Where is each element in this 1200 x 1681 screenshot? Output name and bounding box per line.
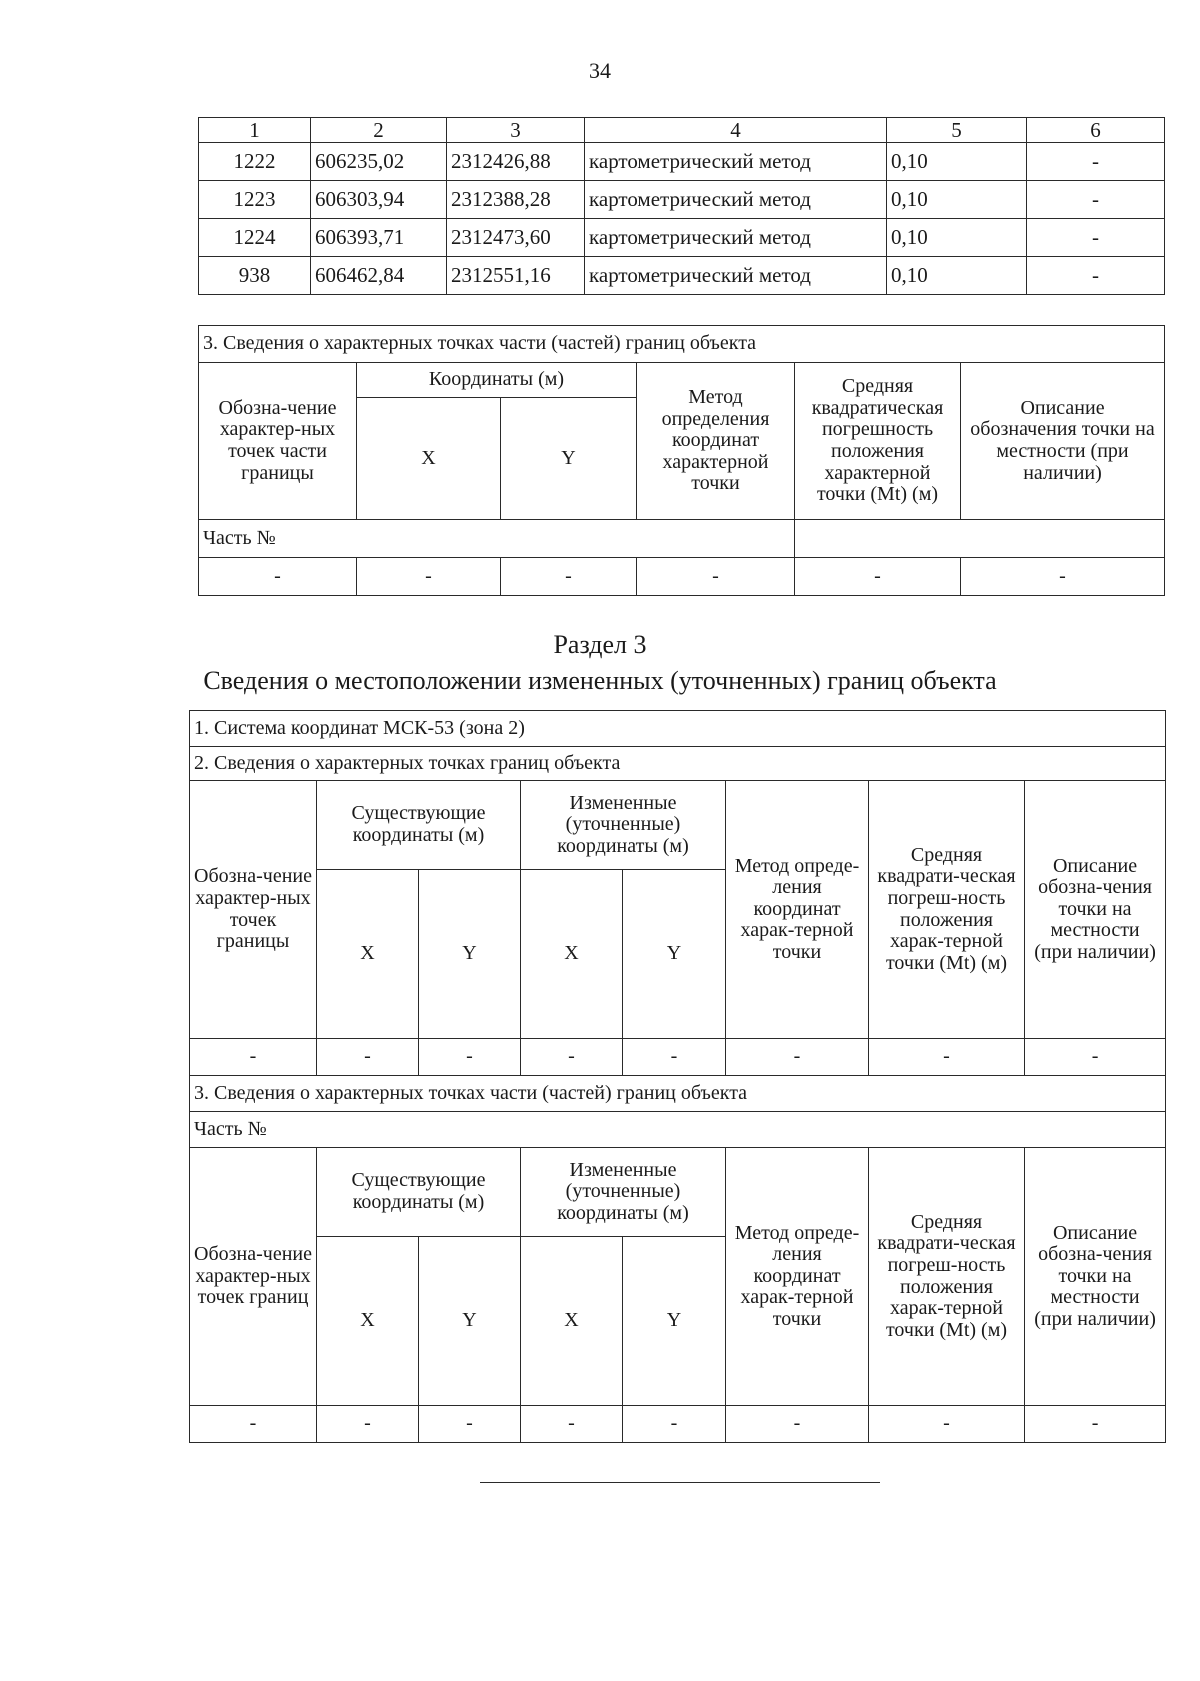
error: 0,10 [887,219,1027,257]
col-designation: Обозна-чение характер-ных точек части границы [199,363,357,520]
cell: - [317,1406,419,1443]
part-label-empty [795,520,1165,558]
part-points-table [198,325,1165,596]
method: картометрический метод [585,219,887,257]
point-id: 1223 [199,181,311,219]
cell: - [961,558,1165,596]
cell: - [190,1039,317,1076]
footer-divider [480,1482,880,1483]
cell: - [726,1406,869,1443]
description: - [1027,257,1165,295]
table-row [199,143,1165,181]
header-cell: 2 [311,118,447,143]
changed-boundaries-table [189,710,1166,1443]
cell: - [317,1039,419,1076]
cell: - [869,1406,1025,1443]
section-title: Раздел 3 [553,630,647,659]
coord-y: 2312388,28 [447,181,585,219]
table-row [190,1406,1166,1443]
table-header-row [199,118,1165,143]
cell: - [869,1039,1025,1076]
cell: - [501,558,637,596]
section-subtitle: Сведения о местоположении измененных (уточненных) границ объекта [203,666,997,695]
col-coords: Координаты (м) [357,363,637,398]
col-x2: X [521,1237,623,1406]
description: - [1027,219,1165,257]
table-row [199,257,1165,295]
part-points-title-row: 3. Сведения о характерных точках части (частей) границ объекта [190,1076,1166,1112]
method: картометрический метод [585,143,887,181]
col-y: Y [501,398,637,520]
coord-x: 606462,84 [311,257,447,295]
col-changed: Измененные (уточненные) координаты (м) [521,781,726,870]
error: 0,10 [887,143,1027,181]
coord-y: 2312551,16 [447,257,585,295]
col-x2: X [521,870,623,1039]
col-y: Y [419,1237,521,1406]
page-number: 34 [589,58,611,83]
col-description: Описание обозначения точки на местности (при наличии) [961,363,1165,520]
col-y2: Y [623,1237,726,1406]
col-error: Средняя квадрати-ческая погреш-ность положения харак-терной точки (Mt) (м) [869,781,1025,1039]
cell: - [521,1039,623,1076]
table-row [199,181,1165,219]
col-description: Описание обозна-чения точки на местности (при наличии) [1025,1148,1166,1406]
cell: - [419,1039,521,1076]
header-cell: 1 [199,118,311,143]
col-x: X [317,870,419,1039]
col-x: X [317,1237,419,1406]
part-label: Часть № [190,1112,1166,1148]
coord-x: 606235,02 [311,143,447,181]
cell: - [190,1406,317,1443]
col-x: X [357,398,501,520]
error: 0,10 [887,257,1027,295]
description: - [1027,181,1165,219]
col-changed: Измененные (уточненные) координаты (м) [521,1148,726,1237]
col-method: Метод определения координат характерной точки [637,363,795,520]
point-id: 938 [199,257,311,295]
cell: - [521,1406,623,1443]
cell: - [637,558,795,596]
method: картометрический метод [585,257,887,295]
table-title: 3. Сведения о характерных точках части (частей) границ объекта [199,326,1165,363]
cell: - [623,1406,726,1443]
cell: - [726,1039,869,1076]
cell: - [1025,1039,1166,1076]
col-y2: Y [623,870,726,1039]
col-method: Метод опреде-ления координат харак-терной точки [726,781,869,1039]
table-row [199,219,1165,257]
coord-y: 2312473,60 [447,219,585,257]
col-error: Средняя квадрати-ческая погреш-ность положения харак-терной точки (Mt) (м) [869,1148,1025,1406]
header-cell: 4 [585,118,887,143]
point-id: 1224 [199,219,311,257]
cell: - [419,1406,521,1443]
col-y: Y [419,870,521,1039]
coordinates-table [198,117,1165,295]
description: - [1027,143,1165,181]
col-existing: Существующие координаты (м) [317,781,521,870]
cell: - [623,1039,726,1076]
col-existing: Существующие координаты (м) [317,1148,521,1237]
header-cell: 5 [887,118,1027,143]
col-designation: Обозна-чение характер-ных точек границ [190,1148,317,1406]
col-error: Средняя квадратическая погрешность положения характерной точки (Mt) (м) [795,363,961,520]
point-id: 1222 [199,143,311,181]
coord-y: 2312426,88 [447,143,585,181]
coord-x: 606303,94 [311,181,447,219]
method: картометрический метод [585,181,887,219]
cell: - [795,558,961,596]
points-title-row: 2. Сведения о характерных точках границ объекта [190,747,1166,781]
coord-system-row: 1. Система координат МСК-53 (зона 2) [190,711,1166,747]
cell: - [1025,1406,1166,1443]
col-description: Описание обозна-чения точки на местности (при наличии) [1025,781,1166,1039]
cell: - [199,558,357,596]
header-cell: 6 [1027,118,1165,143]
error: 0,10 [887,181,1027,219]
coord-x: 606393,71 [311,219,447,257]
table-row [190,1039,1166,1076]
header-cell: 3 [447,118,585,143]
col-designation: Обозна-чение характер-ных точек границы [190,781,317,1039]
col-method: Метод опреде-ления координат харак-терной точки [726,1148,869,1406]
table-row [199,558,1165,596]
part-label: Часть № [199,520,795,558]
cell: - [357,558,501,596]
